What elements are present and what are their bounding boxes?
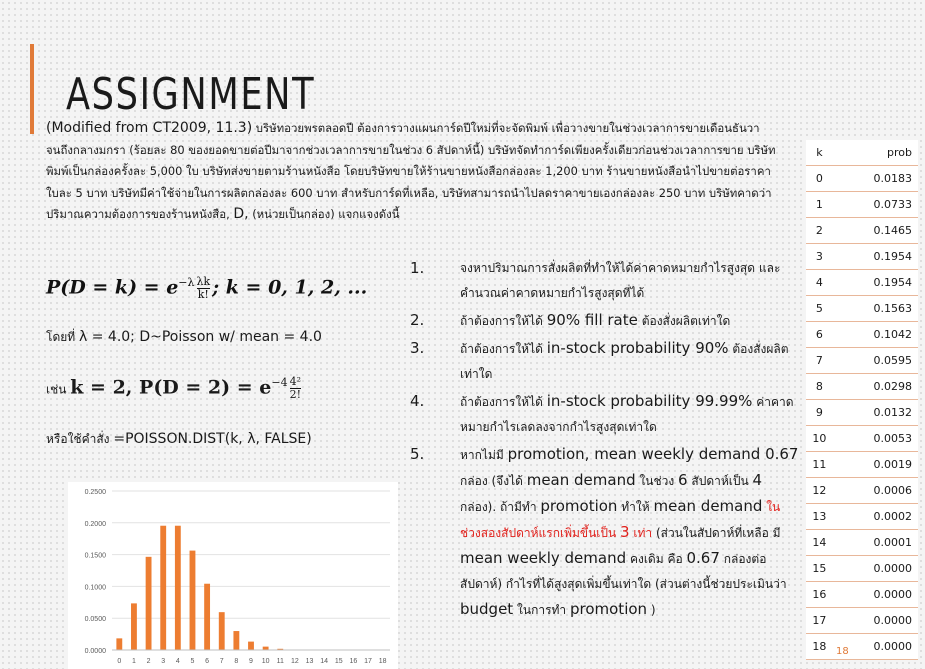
table-row — [806, 374, 918, 400]
cell-k: 16 — [806, 582, 833, 608]
table-row — [806, 556, 918, 582]
cell-prob: 0.0053 — [833, 426, 918, 452]
cell-k: 8 — [806, 374, 833, 400]
question-item — [410, 442, 800, 623]
question-item — [410, 256, 800, 306]
formula-rhs: ; k = 0, 1, 2, ... — [212, 276, 368, 299]
question-text: ถ้าต้องการให้ได้ — [460, 314, 547, 328]
example-denominator: 2! — [289, 388, 302, 401]
formula-fraction — [197, 276, 211, 301]
x-tick-label: 0 — [117, 658, 122, 665]
x-tick-label: 2 — [146, 658, 151, 665]
x-tick-label: 1 — [131, 658, 136, 665]
chart-bar — [190, 551, 196, 650]
example-numerator: 4² — [289, 375, 302, 388]
cell-k: 0 — [806, 166, 833, 192]
table-row — [806, 504, 918, 530]
table-row — [806, 608, 918, 634]
question-highlight: 3 — [620, 523, 630, 541]
question-term: in-stock probability 99.99% — [546, 392, 753, 410]
question-text: ค่าคาดหมายกำไรเลดลงจากกำไรสูงสุดเท่าใด — [460, 395, 794, 434]
question-highlight: เท่า — [629, 526, 653, 540]
x-tick-label: 12 — [290, 658, 299, 665]
table-row — [806, 166, 918, 192]
question-item — [410, 389, 800, 440]
y-tick-label: 0.2000 — [84, 520, 106, 528]
question-term: 4 — [752, 471, 763, 489]
cell-prob: 0.0000 — [833, 634, 918, 660]
table-row — [806, 322, 918, 348]
cell-k: 13 — [806, 504, 833, 530]
table-row — [806, 296, 918, 322]
table-row — [806, 634, 918, 660]
question-text: ) — [647, 603, 656, 617]
cell-prob: 0.1563 — [833, 296, 918, 322]
table-row — [806, 218, 918, 244]
lambda-text: λ = 4.0; D~Poisson w/ mean = 4.0 — [79, 329, 322, 345]
page-number: 18 — [836, 646, 849, 657]
y-tick-label: 0.0500 — [84, 616, 106, 624]
excel-formula: =POISSON.DIST(k, λ, FALSE) — [113, 431, 312, 447]
cell-k: 15 — [806, 556, 833, 582]
question-text: (ส่วนในสัปดาห์ที่เหลือ มี — [652, 526, 781, 540]
question-term: 90% fill rate — [546, 311, 638, 329]
poisson-bar-chart — [68, 482, 398, 669]
question-term: 6 — [678, 471, 688, 489]
probability-table — [806, 140, 918, 660]
cell-prob: 0.0001 — [833, 530, 918, 556]
x-tick-label: 5 — [190, 658, 195, 665]
question-term: mean demand — [653, 497, 763, 515]
example-exponent: −4 — [271, 376, 288, 390]
x-tick-label: 10 — [261, 658, 270, 665]
table-row — [806, 400, 918, 426]
question-item — [410, 336, 800, 387]
question-text: กล่อง (จึงได้ — [460, 474, 527, 488]
chart-bar — [175, 526, 181, 650]
question-text: ทำให้ — [617, 500, 654, 514]
chart-bar — [131, 603, 137, 650]
table-row — [806, 530, 918, 556]
chart-bar — [263, 647, 269, 650]
lambda-line — [46, 328, 322, 347]
x-tick-label: 16 — [349, 658, 358, 665]
table-row — [806, 192, 918, 218]
intro-source: (Modified from CT2009, 11.3) — [46, 120, 253, 136]
chart-bar — [146, 557, 152, 650]
formula-exponent: −λ — [178, 276, 195, 290]
x-tick-label: 11 — [276, 658, 284, 665]
cell-k: 17 — [806, 608, 833, 634]
question-highlight: ในช่วงสองสัปดาห์แรกเพิ่มขึ้นเป็น — [460, 500, 781, 540]
question-text: ในช่วง — [635, 474, 679, 488]
question-number: 5. — [410, 445, 425, 463]
question-text: หากไม่มี — [460, 448, 508, 462]
question-text: สัปดาห์เป็น — [687, 474, 753, 488]
x-tick-label: 14 — [320, 658, 329, 665]
cell-prob: 0.1954 — [833, 244, 918, 270]
chart-bar — [219, 612, 225, 650]
x-tick-label: 17 — [364, 658, 372, 665]
cell-prob: 0.0595 — [833, 348, 918, 374]
question-text: จงหาปริมาณการสั่งผลิตที่ทำให้ได้ค่าคาดหมายกำไรสูงสุด และคำนวณค่าคาดหมายกำไรสูงสุดที่ได้ — [460, 261, 781, 300]
cell-k: 14 — [806, 530, 833, 556]
question-item — [410, 308, 800, 334]
question-text: ในการทำ — [513, 603, 570, 617]
cell-k: 10 — [806, 426, 833, 452]
table-row — [806, 478, 918, 504]
cell-prob: 0.0000 — [833, 608, 918, 634]
cell-k: 4 — [806, 270, 833, 296]
cell-k: 6 — [806, 322, 833, 348]
x-tick-label: 15 — [334, 658, 343, 665]
question-text: กล่อง). ถ้ามีทำ — [460, 500, 541, 514]
cell-prob: 0.0298 — [833, 374, 918, 400]
y-tick-label: 0.2500 — [84, 489, 106, 496]
intro-text-1: บริษัทอวยพรตลอดปี ต้องการวางแผนการ์ดปีใหม่ที่จะจัดพิมพ์ เพื่อวางขายในช่วงเวลาการขายเดือนธันวาจนถึงกลางมกรา (ร้อยละ 80 ของยอดขายต่อปีมาจากช่วงเวลาการขายในช่วง 6 สัปดาห์นี้) บริษัทจัดทำการ์ดเพียงครั้งเดียวก่อนช่วงเวลาการขาย บริษัทพิมพ์เป็นกล่องครั้งละ 5,000 ใบ บริษัทส่งขายตามร้านหนังสือ โดยบริษัทขายให้ร้านขายหนังสือกล่องละ 1,200 บาท ร้านขายหนังสือนำไปขายต่อราคาใบละ 5 บาท บริษัทมีค่าใช้จ่ายในการผลิตกล่องละ 600 บาท สำหรับการ์ดที่เหลือ, บริษัทสามารถนำไปลดราคาขายเองกล่องละ 250 บาท บริษัทคาดว่าปริมาณความต้องการของร้านหนังสือ, — [46, 121, 776, 221]
question-text: คงเดิม คือ — [626, 552, 687, 566]
cell-prob: 0.0000 — [833, 556, 918, 582]
y-tick-label: 0.1000 — [84, 584, 106, 592]
cell-prob: 0.1042 — [833, 322, 918, 348]
x-tick-label: 8 — [234, 658, 239, 665]
question-number: 1. — [410, 259, 425, 277]
question-list — [410, 256, 800, 625]
table-row — [806, 348, 918, 374]
table-row — [806, 244, 918, 270]
chart-bar — [204, 584, 210, 650]
question-term: mean weekly demand — [460, 549, 627, 567]
question-term: promotion — [569, 600, 648, 618]
slide-title: ASSIGNMENT — [66, 69, 316, 120]
table-row — [806, 582, 918, 608]
question-text: ต้องสั่งผลิตเท่าใด — [637, 314, 731, 328]
cell-prob: 0.0006 — [833, 478, 918, 504]
question-term: in-stock probability 90% — [546, 339, 729, 357]
intro-paragraph — [46, 118, 776, 226]
x-tick-label: 3 — [161, 658, 166, 665]
question-term: 0.67 — [686, 549, 720, 567]
x-tick-label: 13 — [305, 658, 314, 665]
formula-numerator: λk — [196, 275, 211, 288]
question-term: promotion, mean weekly demand 0.67 — [507, 445, 799, 463]
header-k: k — [806, 140, 833, 166]
example-fraction — [290, 376, 301, 401]
y-tick-label: 0.0000 — [84, 648, 106, 655]
question-term: budget — [460, 600, 514, 618]
header-prob: prob — [833, 140, 918, 166]
question-text: ต้องสั่งผลิตเท่าใด — [460, 342, 789, 381]
question-text: กล่องต่อสัปดาห์) กำไรที่ได้สูงสุดเพิ่มขึ้นเท่าใด (ส่วนต่างนี้ช่วยประเมินว่า — [460, 552, 787, 591]
cell-k: 3 — [806, 244, 833, 270]
x-tick-label: 9 — [249, 658, 253, 665]
poisson-formula — [46, 276, 367, 301]
cell-prob: 0.1465 — [833, 218, 918, 244]
example-prefix: เช่น — [46, 382, 71, 397]
excel-line — [46, 430, 312, 449]
chart-bar — [160, 526, 166, 650]
question-term: mean demand — [526, 471, 636, 489]
cell-prob: 0.0000 — [833, 582, 918, 608]
intro-text-2: (หน่วยเป็นกล่อง) แจกแจงดังนี้ — [248, 207, 400, 221]
question-number: 4. — [410, 392, 425, 410]
formula-denominator: k! — [197, 288, 209, 301]
cell-k: 5 — [806, 296, 833, 322]
question-text: ถ้าต้องการให้ได้ — [460, 395, 547, 409]
x-tick-label: 18 — [378, 658, 387, 665]
cell-prob: 0.0733 — [833, 192, 918, 218]
table-row — [806, 452, 918, 478]
cell-prob: 0.1954 — [833, 270, 918, 296]
cell-k: 1 — [806, 192, 833, 218]
x-tick-label: 6 — [205, 658, 210, 665]
chart-bar — [233, 631, 239, 650]
cell-prob: 0.0132 — [833, 400, 918, 426]
example-line — [46, 376, 303, 401]
excel-prefix: หรือใช้คำสั่ง — [46, 432, 114, 446]
table-row — [806, 270, 918, 296]
question-number: 3. — [410, 339, 425, 357]
table-header-row — [806, 140, 918, 166]
question-term: promotion — [540, 497, 618, 515]
formula-lhs: P(D = k) = e — [46, 276, 179, 299]
y-tick-label: 0.1500 — [84, 552, 106, 560]
table-row — [806, 426, 918, 452]
cell-k: 9 — [806, 400, 833, 426]
cell-k: 18 — [806, 634, 833, 660]
question-number: 2. — [410, 311, 425, 329]
x-tick-label: 7 — [219, 658, 224, 665]
cell-prob: 0.0019 — [833, 452, 918, 478]
cell-k: 12 — [806, 478, 833, 504]
question-text: ถ้าต้องการให้ได้ — [460, 342, 547, 356]
cell-prob: 0.0002 — [833, 504, 918, 530]
cell-k: 2 — [806, 218, 833, 244]
example-text: k = 2, P(D = 2) = e — [70, 376, 272, 399]
cell-prob: 0.0183 — [833, 166, 918, 192]
intro-d: D, — [233, 206, 249, 222]
x-tick-label: 4 — [175, 658, 180, 665]
lambda-prefix: โดยที่ — [46, 330, 79, 344]
cell-k: 7 — [806, 348, 833, 374]
title-accent-bar — [30, 44, 34, 134]
chart-bar — [248, 642, 254, 650]
chart-bar — [116, 638, 122, 650]
cell-k: 11 — [806, 452, 833, 478]
